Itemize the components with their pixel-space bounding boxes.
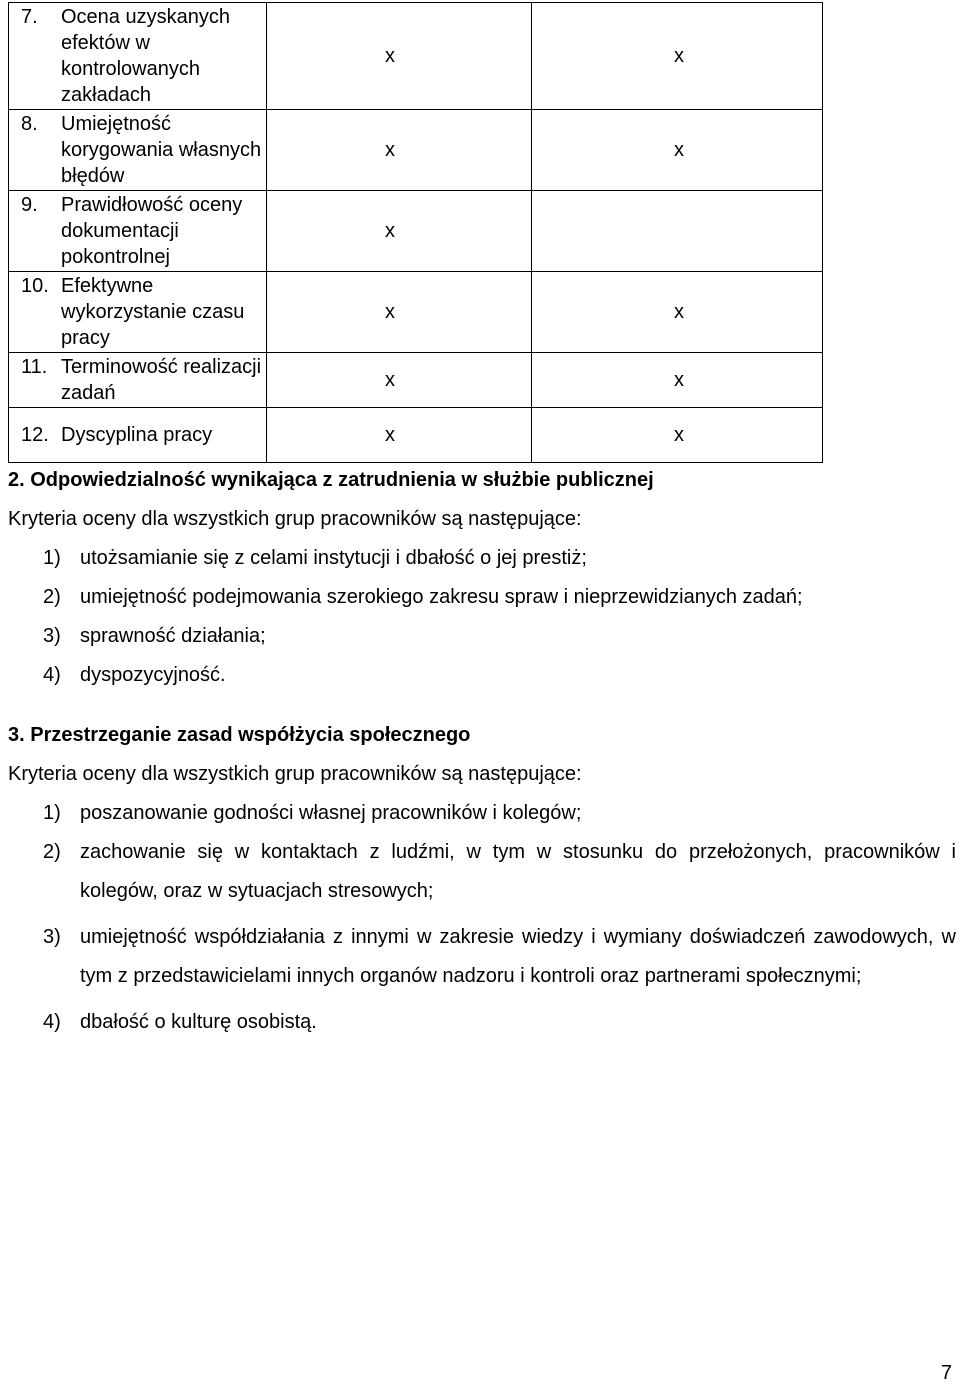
mark: x [674, 369, 684, 391]
criteria-list [8, 545, 956, 688]
criterion-number: 11. [21, 356, 48, 378]
list-item-number: 3) [43, 926, 61, 948]
section-social-coexistence [8, 722, 956, 1035]
section-intro: Kryteria oceny dla wszystkich grup pracowników są następujące: [8, 763, 582, 785]
mark-cell-a [267, 191, 532, 272]
table-row [9, 191, 823, 272]
criterion-cell [9, 3, 267, 110]
list-item-number: 1) [43, 802, 61, 824]
mark-cell-a [267, 3, 532, 110]
mark-cell-b [532, 3, 823, 110]
mark: x [385, 139, 395, 161]
criterion-number: 8. [21, 113, 38, 135]
list-item-number: 1) [43, 547, 61, 569]
mark-cell-b [532, 408, 823, 463]
table-row [9, 110, 823, 191]
list-item-number: 4) [43, 1011, 61, 1033]
list-item [8, 1009, 956, 1035]
section-heading: 2. Odpowiedzialność wynikająca z zatrudnienia w służbie publicznej [8, 469, 654, 491]
list-item [8, 545, 956, 571]
mark: x [674, 301, 684, 323]
list-item [8, 623, 956, 649]
mark-cell-b [532, 191, 823, 272]
table-row [9, 353, 823, 408]
mark-cell-b [532, 110, 823, 191]
section-intro: Kryteria oceny dla wszystkich grup pracowników są następujące: [8, 508, 582, 530]
mark: x [674, 139, 684, 161]
section-responsibility [8, 467, 956, 688]
mark-cell-b [532, 272, 823, 353]
table-row [9, 3, 823, 110]
criterion-label: Terminowość realizacji zadań [61, 356, 262, 404]
criterion-label: Prawidłowość oceny dokumentacji pokontrolnej [61, 194, 243, 268]
list-item-number: 4) [43, 664, 61, 686]
list-item [8, 800, 956, 826]
criterion-number: 7. [21, 6, 38, 28]
criterion-cell [9, 353, 267, 408]
list-item-text: dyspozycyjność. [80, 664, 226, 686]
criterion-cell [9, 110, 267, 191]
criterion-cell [9, 408, 267, 463]
list-item-number: 2) [43, 841, 61, 863]
mark: x [385, 369, 395, 391]
list-item [8, 839, 956, 911]
mark-cell-a [267, 110, 532, 191]
mark: x [385, 220, 395, 242]
criterion-cell [9, 272, 267, 353]
criterion-cell [9, 191, 267, 272]
mark: x [385, 301, 395, 323]
list-item-number: 2) [43, 586, 61, 608]
list-item [8, 584, 956, 610]
list-item-text: dbałość o kulturę osobistą. [80, 1011, 317, 1033]
mark: x [385, 424, 395, 446]
mark: x [385, 45, 395, 67]
page-number: 7 [940, 1362, 952, 1384]
mark-cell-b [532, 353, 823, 408]
list-item [8, 924, 956, 996]
criterion-label: Dyscyplina pracy [61, 424, 213, 446]
mark-cell-a [267, 408, 532, 463]
criterion-number: 9. [21, 194, 38, 216]
criterion-number: 12. [21, 424, 49, 446]
criteria-table [8, 2, 823, 463]
criterion-label: Umiejętność korygowania własnych błędów [61, 113, 262, 187]
list-item-number: 3) [43, 625, 61, 647]
list-item-text: umiejętność podejmowania szerokiego zakresu spraw i nieprzewidzianych zadań; [80, 586, 803, 608]
list-item-text: umiejętność współdziałania z innymi w zakresie wiedzy i wymiany doświadczeń zawodowych, w tym z przedstawicielami innych organów nadzoru i kontroli oraz partnerami społecznymi; [80, 926, 956, 987]
section-heading: 3. Przestrzeganie zasad współżycia społecznego [8, 724, 471, 746]
table-row [9, 408, 823, 463]
list-item-text: zachowanie się w kontaktach z ludźmi, w tym w stosunku do przełożonych, pracowników i kolegów, oraz w sytuacjach stresowych; [80, 841, 956, 902]
criterion-label: Ocena uzyskanych efektów w kontrolowanych zakładach [61, 6, 230, 106]
list-item [8, 662, 956, 688]
list-item-text: poszanowanie godności własnej pracowników i kolegów; [80, 802, 582, 824]
mark: x [674, 424, 684, 446]
list-item-text: utożsamianie się z celami instytucji i dbałość o jej prestiż; [80, 547, 587, 569]
mark-cell-a [267, 272, 532, 353]
mark-cell-a [267, 353, 532, 408]
criterion-label: Efektywne wykorzystanie czasu pracy [61, 275, 245, 349]
criterion-number: 10. [21, 275, 49, 297]
table-row [9, 272, 823, 353]
list-item-text: sprawność działania; [80, 625, 266, 647]
mark: x [674, 45, 684, 67]
criteria-list [8, 800, 956, 1035]
